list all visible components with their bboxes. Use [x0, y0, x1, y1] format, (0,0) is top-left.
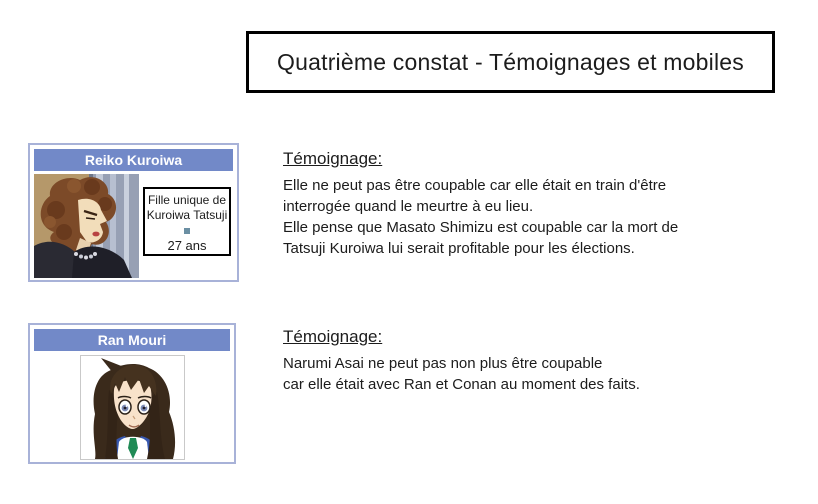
- character-info-box: [143, 187, 231, 256]
- testimony-line: Tatsuji Kuroiwa lui serait profitable pour les élections.: [283, 240, 635, 257]
- testimony-section-reiko: [283, 148, 678, 259]
- testimony-line: Elle pense que Masato Shimizu est coupable car la mort de: [283, 219, 679, 236]
- character-name-header: Ran Mouri: [34, 329, 230, 351]
- testimony-heading: Témoignage:: [283, 149, 383, 168]
- character-card-reiko: [28, 143, 239, 282]
- testimony-line: interrogée quand le meurtre à eu lieu.: [283, 198, 534, 215]
- card-body: [34, 355, 230, 460]
- card-body: [34, 174, 233, 278]
- testimony-line: Narumi Asai ne peut pas non plus être coupable: [283, 355, 603, 372]
- square-bullet-icon: [184, 228, 190, 234]
- reiko-kuroiwa-portrait: [34, 174, 139, 278]
- testimony-section-ran: [283, 326, 640, 395]
- character-card-ran: [28, 323, 236, 464]
- age-label: 27 ans: [167, 238, 207, 253]
- character-name-header: Reiko Kuroiwa: [34, 149, 233, 171]
- page-title-text: Quatrième constat - Témoignages et mobiles: [277, 48, 744, 75]
- testimony-line: car elle était avec Ran et Conan au moment des faits.: [283, 376, 640, 393]
- info-line: Fille unique de: [147, 193, 227, 207]
- testimony-line: Elle ne peut pas être coupable car elle était en train d'être: [283, 177, 667, 194]
- ran-mouri-portrait: [80, 355, 185, 460]
- testimony-heading: Témoignage:: [283, 327, 383, 346]
- page-title: [246, 31, 775, 93]
- info-line: Kuroiwa Tatsuji: [146, 208, 228, 222]
